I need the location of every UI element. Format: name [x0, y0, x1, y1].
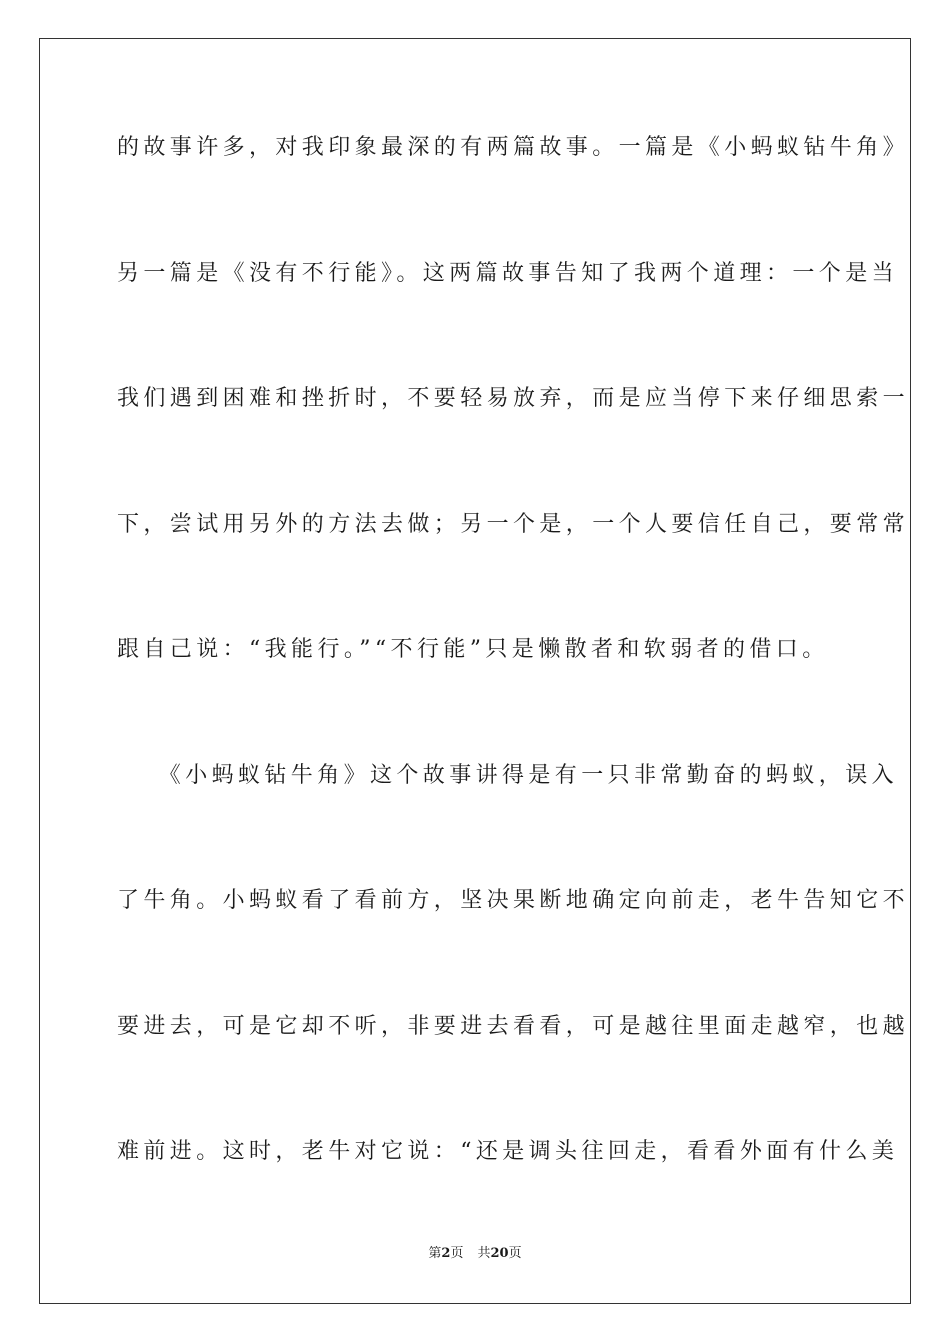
total-suffix: 页 [508, 1246, 522, 1261]
page-prefix: 第 [428, 1246, 442, 1261]
paragraph-line-9: 难前进。这时，老牛对它说：“还是调头往回走，看看外面有什么美 [117, 1139, 899, 1164]
paragraph-line-6: 《小蚂蚁钻牛角》这个故事讲得是有一只非常勤奋的蚂蚁，误入 [117, 763, 899, 788]
paragraph-line-4: 下，尝试用另外的方法去做；另一个是，一个人要信任自己，要常常 [117, 512, 910, 537]
paragraph-line-8: 要进去，可是它却不听，非要进去看看，可是越往里面走越窄，也越 [117, 1014, 910, 1039]
total-prefix: 共 [477, 1246, 491, 1261]
paragraph-line-1: 的故事许多，对我印象最深的有两篇故事。一篇是《小蚂蚁钻牛角》 [117, 135, 910, 160]
paragraph-line-7: 了牛角。小蚂蚁看了看前方，坚决果断地确定向前走，老牛告知它不 [117, 888, 910, 913]
page-number: 2 [441, 1246, 451, 1261]
page-footer [0, 1245, 950, 1263]
paragraph-line-5: 跟自己说：“我能行。”“不行能”只是懒散者和软弱者的借口。 [117, 637, 829, 662]
page-border [39, 38, 911, 1304]
total-pages: 20 [490, 1246, 509, 1261]
page-suffix: 页 [450, 1246, 464, 1261]
paragraph-line-2: 另一篇是《没有不行能》。这两篇故事告知了我两个道理：一个是当 [117, 261, 899, 286]
paragraph-line-3: 我们遇到困难和挫折时，不要轻易放弃，而是应当停下来仔细思索一 [117, 386, 910, 411]
